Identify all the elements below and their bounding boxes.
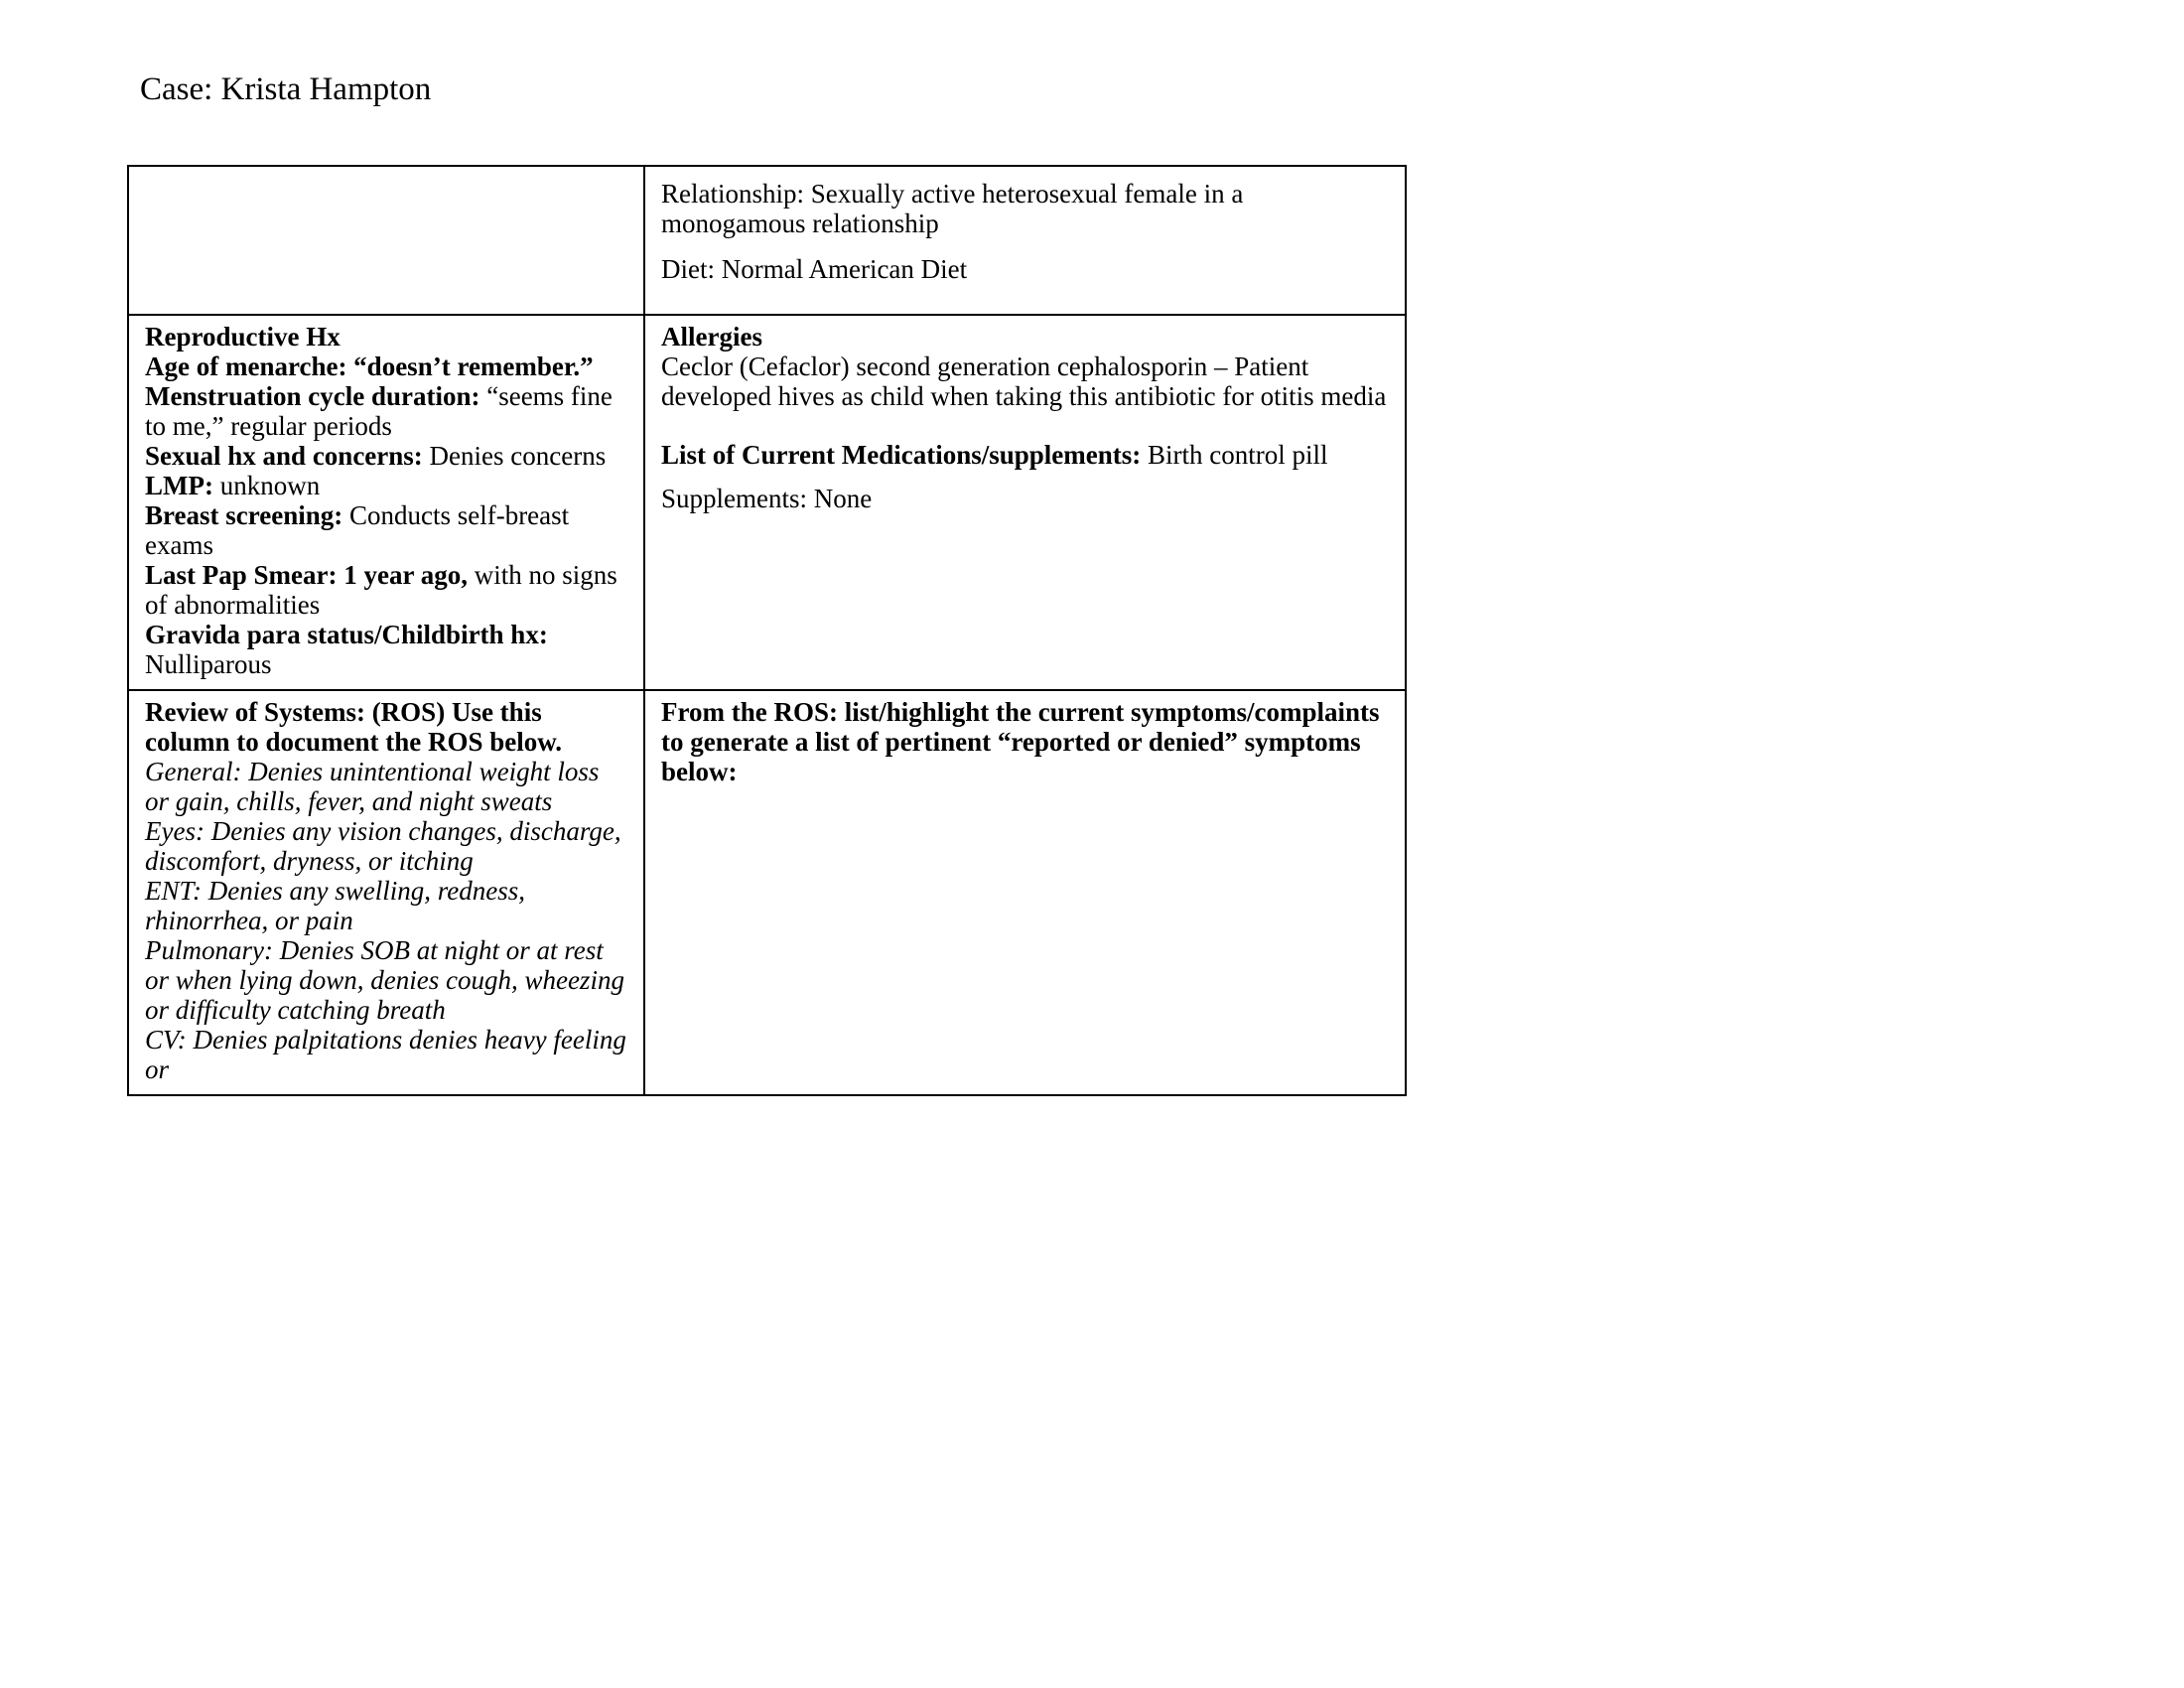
table-row xyxy=(128,166,1406,315)
cell-allergies-medications xyxy=(644,315,1406,690)
ros-item: General: Denies unintentional weight loss or gain, chills, fever, and night sweats xyxy=(145,757,600,816)
reproductive-line: Last Pap Smear: 1 year ago, with no signs of abnormalities xyxy=(145,560,617,620)
ros-summary-heading: From the ROS: list/highlight the current symptoms/complaints to generate a list of pertinent “reported or denied” symptoms below: xyxy=(661,697,1380,786)
case-table xyxy=(127,165,1407,1096)
reproductive-line: Reproductive Hx xyxy=(145,322,341,352)
cell-ros xyxy=(128,690,644,1095)
reproductive-line: Age of menarche: “doesn’t remember.” xyxy=(145,352,594,381)
ros-item: Pulmonary: Denies SOB at night or at rest or when lying down, denies cough, wheezing or difficulty catching breath xyxy=(145,935,624,1025)
reproductive-line: Gravida para status/Childbirth hx: xyxy=(145,620,548,649)
relationship-text: Relationship: Sexually active heterosexual female in a monogamous relationship xyxy=(661,179,1244,238)
allergies-body: Ceclor (Cefaclor) second generation cephalosporin – Patient developed hives as child when taking this antibiotic for otitis media xyxy=(661,352,1387,411)
reproductive-line: Sexual hx and concerns: Denies concerns xyxy=(145,441,607,471)
medications-line: List of Current Medications/supplements: Birth control pill xyxy=(661,440,1328,470)
ros-heading: Review of Systems: (ROS) Use this column to document the ROS below. xyxy=(145,697,563,757)
reproductive-line: Breast screening: Conducts self-breast exams xyxy=(145,500,570,560)
reproductive-line: Nulliparous xyxy=(145,649,272,679)
diet-text: Diet: Normal American Diet xyxy=(661,254,968,284)
cell-ros-summary xyxy=(644,690,1406,1095)
ros-item: ENT: Denies any swelling, redness, rhinorrhea, or pain xyxy=(145,876,525,935)
reproductive-line: LMP: unknown xyxy=(145,471,321,500)
allergies-heading: Allergies xyxy=(661,322,762,352)
cell-reproductive-hx xyxy=(128,315,644,690)
page-title: Case: Krista Hampton xyxy=(140,71,432,107)
supplements-line: Supplements: None xyxy=(661,484,873,513)
ros-item: Eyes: Denies any vision changes, discharge, discomfort, dryness, or itching xyxy=(145,816,621,876)
ros-item: CV: Denies palpitations denies heavy feeling or xyxy=(145,1025,626,1084)
reproductive-line: Menstruation cycle duration: “seems fine to me,” regular periods xyxy=(145,381,613,441)
cell-row1-left-empty xyxy=(128,166,644,315)
cell-social-history xyxy=(644,166,1406,315)
table-row xyxy=(128,315,1406,690)
table-row xyxy=(128,690,1406,1095)
